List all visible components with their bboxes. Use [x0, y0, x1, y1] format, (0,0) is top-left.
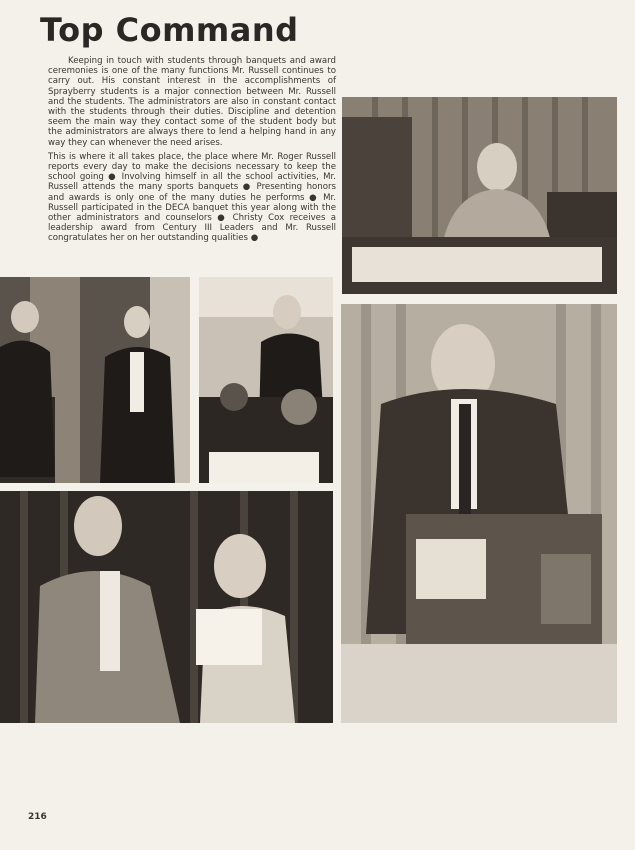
caption-banquets: Involving himself in all the school activities, Mr. Russell attends the many sports banquets: [48, 172, 337, 193]
caption-office: This is where it all takes place, the place where Mr. Roger Russell reports every day to make the decisions necessary to keep the school going: [48, 151, 336, 183]
intro-paragraph: Keeping in touch with students through banquets and award ceremonies is one of the many functions Mr. Russell continues to carry out. His constant interest in the accomplishments of Sprayberry students is a major connection between Mr. Russell and the students. The administrators are also in constant contact with the students through their duties. Discipline and detention seem the main way they contact some of the student body but the administrators are always there to lend a helping hand in any way they can whenever the need arises.: [48, 56, 336, 148]
captions-paragraph: [48, 152, 336, 244]
bullet-icon: ●: [242, 182, 253, 193]
photo-deca-banquet: [199, 277, 333, 483]
photo-podium-speech: [341, 304, 617, 723]
caption-christy-cox: Christy Cox receives a leadership award from Century III Leaders and Mr. Russell congratulates her on her outstanding qualities: [48, 213, 337, 244]
bullet-icon: ●: [309, 192, 319, 203]
photo-leadership-award: [0, 491, 333, 723]
photo-handshake-banquet: [0, 277, 190, 483]
caption-deca: Mr. Russell participated in the DECA banquet this year along with the other administrators and counselors: [48, 192, 337, 224]
page-number: 216: [28, 812, 47, 822]
bullet-icon: ●: [250, 233, 259, 244]
caption-awards: Presenting honors and awards is only one of the many duties he performs: [48, 182, 336, 203]
article-text: [48, 56, 336, 248]
page-title: Top Command: [40, 11, 299, 49]
bullet-icon: ●: [108, 172, 118, 183]
bullet-icon: ●: [217, 213, 228, 224]
photo-office-desk: [342, 97, 617, 294]
